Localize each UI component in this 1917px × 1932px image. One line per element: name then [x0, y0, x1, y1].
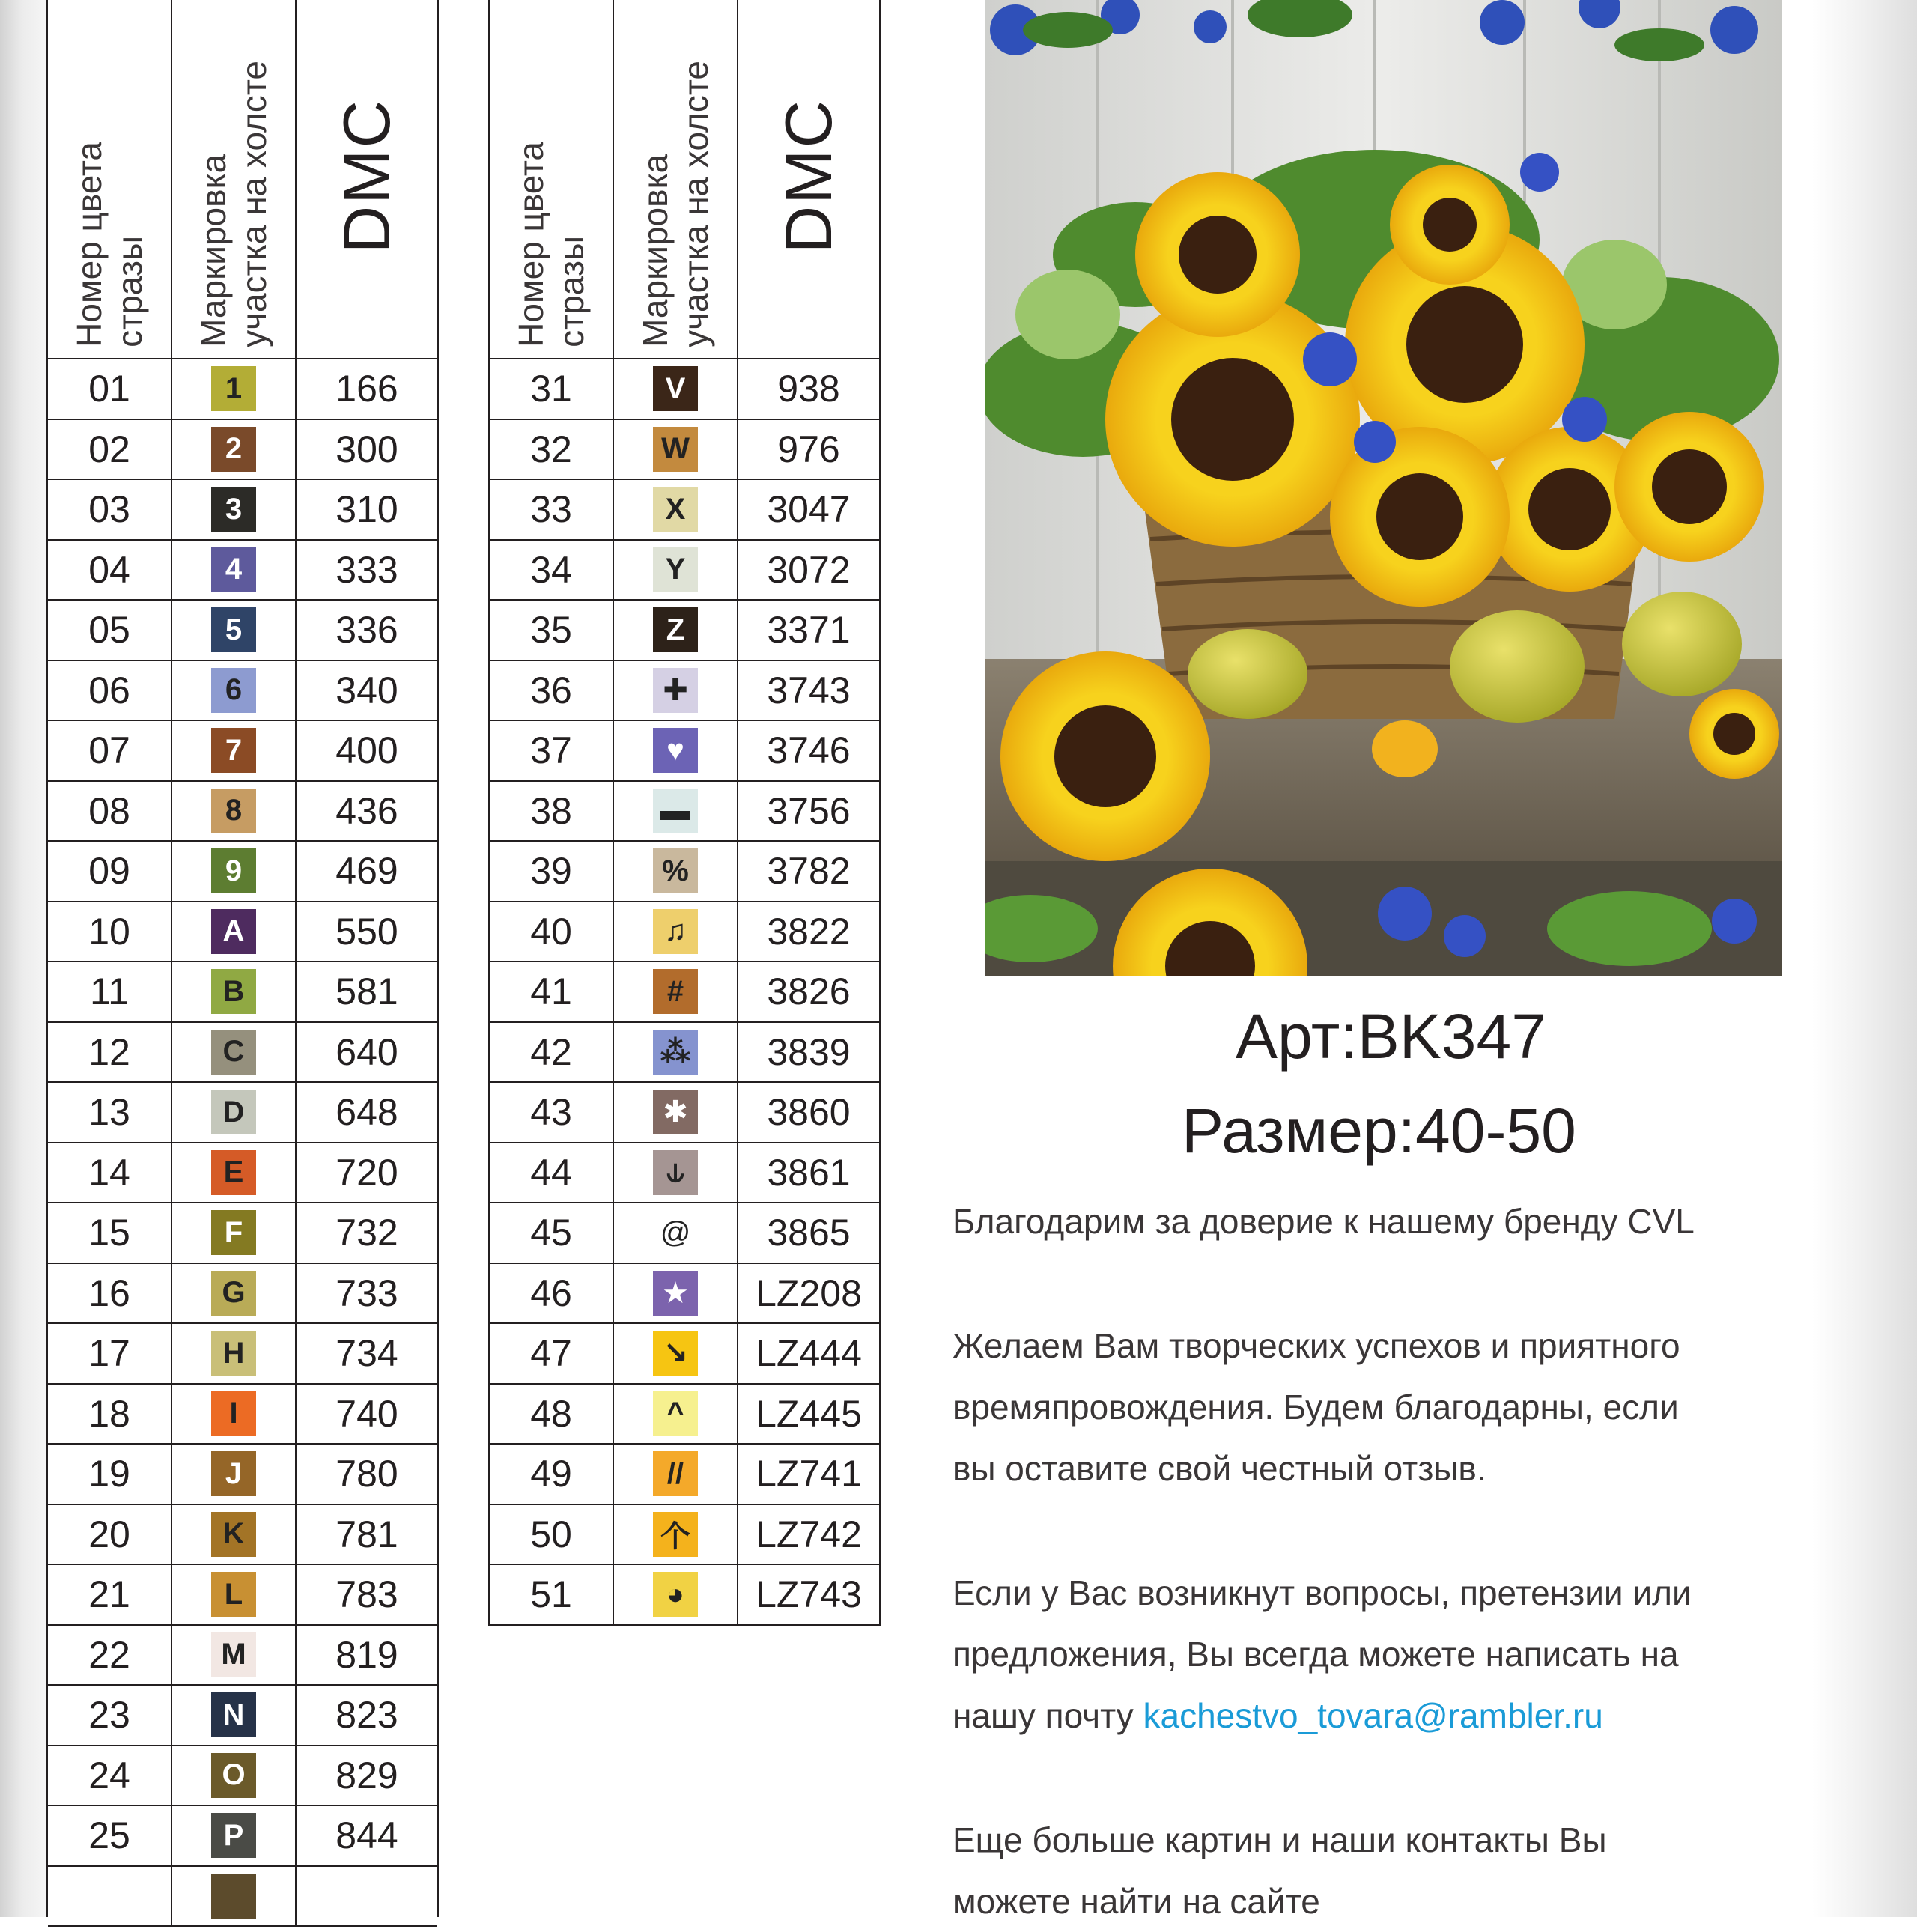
- table-row: [48, 1746, 437, 1807]
- contact-paragraph: Если у Вас возникнут вопросы, претензии или предложения, Вы всегда можете написать на нашу почту kachestvo_tovara@rambler.ru: [953, 1573, 1692, 1735]
- marking-cell: [172, 1686, 297, 1745]
- table-row: [490, 359, 879, 420]
- color-number: 47: [490, 1324, 614, 1383]
- table-row: [48, 1264, 437, 1325]
- table-header: [48, 0, 437, 359]
- marking-cell: [614, 1203, 738, 1263]
- table-row: [490, 1083, 879, 1143]
- color-swatch: L: [211, 1572, 256, 1617]
- color-swatch: ✱: [653, 1090, 698, 1134]
- color-swatch: G: [211, 1271, 256, 1316]
- dmc-code: 733: [335, 1272, 398, 1314]
- color-number: 48: [490, 1385, 614, 1444]
- marking-cell: [172, 1083, 297, 1142]
- color-swatch: ⫝: [653, 1150, 698, 1195]
- color-swatch: K: [211, 1512, 256, 1557]
- marking-cell: [172, 359, 297, 419]
- color-number: 12: [48, 1023, 172, 1082]
- table-row: [48, 782, 437, 842]
- table-body: [48, 359, 437, 1927]
- table-row: [490, 1324, 879, 1385]
- dmc-code: 3743: [767, 669, 851, 711]
- marking-cell: [172, 601, 297, 660]
- header-dmc: DMC: [329, 98, 404, 253]
- dmc-code: 340: [335, 669, 398, 711]
- color-number: 23: [48, 1686, 172, 1745]
- color-number: 06: [48, 661, 172, 720]
- color-number: 21: [48, 1565, 172, 1624]
- marking-cell: [172, 480, 297, 539]
- color-number: 32: [490, 420, 614, 479]
- color-swatch: //: [653, 1451, 698, 1496]
- color-number: 46: [490, 1264, 614, 1323]
- color-swatch: 4: [211, 547, 256, 592]
- dmc-code: 3756: [767, 789, 851, 832]
- table-row: [490, 962, 879, 1023]
- dmc-code: 550: [335, 910, 398, 953]
- color-swatch: 1: [211, 366, 256, 411]
- color-swatch: Z: [653, 607, 698, 652]
- table-row: [48, 541, 437, 601]
- color-swatch: ♥: [653, 728, 698, 773]
- dmc-code: 3861: [767, 1151, 851, 1194]
- table-row: [48, 1445, 437, 1505]
- marking-cell: [614, 661, 738, 720]
- color-swatch: Y: [653, 547, 698, 592]
- dmc-code: 3860: [767, 1091, 851, 1134]
- dmc-code: 734: [335, 1332, 398, 1375]
- color-swatch: [211, 1874, 256, 1919]
- color-swatch: ★: [653, 1271, 698, 1316]
- color-number: 49: [490, 1445, 614, 1504]
- marking-cell: [172, 1565, 297, 1624]
- table-row: [48, 902, 437, 963]
- header-marking: Маркировка участка на холсте: [194, 61, 273, 347]
- dmc-code: 3072: [767, 548, 851, 591]
- dmc-code: 938: [777, 368, 840, 410]
- color-number: 25: [48, 1806, 172, 1865]
- color-swatch: 9: [211, 848, 256, 893]
- dmc-code: 436: [335, 789, 398, 832]
- table-body: [490, 359, 879, 1626]
- color-swatch: H: [211, 1331, 256, 1376]
- marking-cell: [172, 782, 297, 841]
- color-number: 18: [48, 1385, 172, 1444]
- thanks-text: Благодарим за доверие к нашему бренду CVL: [953, 1202, 1695, 1241]
- dmc-code: 781: [335, 1513, 398, 1555]
- color-table-left: [46, 0, 439, 1917]
- color-swatch: ♫: [653, 909, 698, 954]
- color-swatch: 2: [211, 427, 256, 472]
- color-swatch: D: [211, 1090, 256, 1134]
- color-number: 42: [490, 1023, 614, 1082]
- color-swatch: ✚: [653, 668, 698, 713]
- dmc-code: 469: [335, 850, 398, 893]
- color-number: 35: [490, 601, 614, 660]
- color-number: 08: [48, 782, 172, 841]
- dmc-code: 740: [335, 1392, 398, 1435]
- table-row: [48, 480, 437, 541]
- dmc-code: 300: [335, 428, 398, 470]
- marking-cell: [614, 1143, 738, 1203]
- color-swatch: ◕: [653, 1572, 698, 1617]
- dmc-code: LZ445: [756, 1392, 862, 1435]
- table-row: [48, 1505, 437, 1566]
- color-number: 43: [490, 1083, 614, 1142]
- table-row: [48, 601, 437, 661]
- table-row: [48, 842, 437, 902]
- dmc-code: 640: [335, 1030, 398, 1073]
- color-number: 19: [48, 1445, 172, 1504]
- color-number: 45: [490, 1203, 614, 1263]
- marking-cell: [614, 902, 738, 962]
- marking-cell: [614, 541, 738, 600]
- dmc-code: 648: [335, 1091, 398, 1134]
- dmc-code: 333: [335, 548, 398, 591]
- color-swatch: 8: [211, 789, 256, 833]
- marking-cell: [172, 842, 297, 901]
- dmc-code: 3865: [767, 1212, 851, 1254]
- color-number: 02: [48, 420, 172, 479]
- header-marking: Маркировка участка на холсте: [636, 61, 715, 347]
- color-swatch: F: [211, 1210, 256, 1255]
- table-row: [490, 420, 879, 481]
- color-swatch: 3: [211, 487, 256, 532]
- color-swatch: @: [653, 1210, 698, 1255]
- marking-cell: [172, 902, 297, 962]
- color-number: 13: [48, 1083, 172, 1142]
- marking-cell: [172, 1626, 297, 1685]
- table-row: [490, 1023, 879, 1084]
- sunflower-basket-illustration: [985, 0, 1782, 976]
- table-row: [490, 782, 879, 842]
- dmc-code: 400: [335, 729, 398, 772]
- color-number: 05: [48, 601, 172, 660]
- article-number: Арт:BK347: [1236, 1001, 1546, 1072]
- table-row: [48, 1565, 437, 1626]
- color-swatch: B: [211, 969, 256, 1014]
- color-swatch: X: [653, 487, 698, 532]
- color-swatch: ↘: [653, 1331, 698, 1376]
- color-swatch: ^: [653, 1391, 698, 1436]
- table-row: [490, 1203, 879, 1264]
- canvas-size: Размер:40-50: [1182, 1096, 1576, 1166]
- color-swatch: C: [211, 1030, 256, 1075]
- table-row: [48, 1324, 437, 1385]
- table-row: [48, 721, 437, 782]
- dmc-code: 3826: [767, 970, 851, 1013]
- dmc-code: 581: [335, 970, 398, 1013]
- header-dmc: DMC: [771, 98, 845, 253]
- table-row: [48, 1023, 437, 1084]
- dmc-code: 3371: [767, 609, 851, 651]
- marking-cell: [614, 1445, 738, 1504]
- color-swatch: E: [211, 1150, 256, 1195]
- color-number: 16: [48, 1264, 172, 1323]
- marking-cell: [172, 721, 297, 780]
- color-swatch: 个: [653, 1512, 698, 1557]
- marking-cell: [614, 1083, 738, 1142]
- dmc-code: 336: [335, 609, 398, 651]
- marking-cell: [614, 1505, 738, 1564]
- color-number: 40: [490, 902, 614, 962]
- marking-cell: [614, 1264, 738, 1323]
- color-number: 44: [490, 1143, 614, 1203]
- table-row: [48, 359, 437, 420]
- marking-cell: [172, 1324, 297, 1383]
- marking-cell: [614, 1324, 738, 1383]
- dmc-code: [297, 1867, 437, 1926]
- table-row: [490, 1505, 879, 1566]
- table-row: [490, 902, 879, 963]
- color-swatch: 7: [211, 728, 256, 773]
- marking-cell: [172, 541, 297, 600]
- marking-cell: [614, 782, 738, 841]
- marking-cell: [172, 962, 297, 1021]
- dmc-code: 310: [335, 488, 398, 531]
- dmc-code: 819: [335, 1633, 398, 1676]
- color-swatch: N: [211, 1692, 256, 1737]
- table-row: [490, 1445, 879, 1505]
- dmc-code: 976: [777, 428, 840, 470]
- table-row: [490, 480, 879, 541]
- marking-cell: [172, 1806, 297, 1865]
- table-row: [490, 1143, 879, 1204]
- color-swatch: A: [211, 909, 256, 954]
- color-swatch: #: [653, 969, 698, 1014]
- table-row: [48, 1867, 437, 1928]
- table-row: [490, 721, 879, 782]
- color-number: 04: [48, 541, 172, 600]
- color-number: 09: [48, 842, 172, 901]
- marking-cell: [172, 1023, 297, 1082]
- header-color-number: Номер цвета стразы: [511, 142, 591, 347]
- dmc-code: 3047: [767, 488, 851, 531]
- marking-cell: [172, 1505, 297, 1564]
- marking-cell: [172, 1264, 297, 1323]
- table-row: [48, 1143, 437, 1204]
- marking-cell: [614, 721, 738, 780]
- table-row: [48, 1626, 437, 1686]
- table-row: [48, 1385, 437, 1445]
- marking-cell: [614, 420, 738, 479]
- product-image-sunflowers: [985, 0, 1782, 976]
- dmc-code: 783: [335, 1573, 398, 1616]
- color-swatch: O: [211, 1753, 256, 1798]
- dmc-code: 823: [335, 1694, 398, 1737]
- color-number: 51: [490, 1565, 614, 1624]
- marking-cell: [614, 601, 738, 660]
- table-row: [490, 601, 879, 661]
- dmc-code: 732: [335, 1212, 398, 1254]
- color-number: [48, 1867, 172, 1926]
- color-table-right: [488, 0, 881, 1626]
- dmc-code: LZ444: [756, 1332, 862, 1375]
- marking-cell: [172, 1385, 297, 1444]
- website-paragraph: Еще больше картин и наши контакты Вы можете найти на сайте: [953, 1820, 1607, 1921]
- table-row: [48, 1806, 437, 1867]
- marking-cell: [614, 1023, 738, 1082]
- marking-cell: [172, 1445, 297, 1504]
- color-number: 24: [48, 1746, 172, 1805]
- color-number: 07: [48, 721, 172, 780]
- dmc-code: 3746: [767, 729, 851, 772]
- color-number: 41: [490, 962, 614, 1021]
- wishes-paragraph: Желаем Вам творческих успехов и приятного времяпровождения. Будем благодарны, если вы оставите свой честный отзыв.: [953, 1326, 1680, 1488]
- dmc-code: LZ743: [756, 1573, 862, 1616]
- color-swatch: I: [211, 1391, 256, 1436]
- marking-cell: [172, 420, 297, 479]
- color-swatch: ▬: [653, 789, 698, 833]
- color-number: 38: [490, 782, 614, 841]
- table-row: [48, 1203, 437, 1264]
- table-row: [48, 661, 437, 722]
- dmc-code: 3839: [767, 1030, 851, 1073]
- color-number: 31: [490, 359, 614, 419]
- marking-cell: [614, 842, 738, 901]
- dmc-code: 3822: [767, 910, 851, 953]
- dmc-code: 720: [335, 1151, 398, 1194]
- marking-cell: [172, 661, 297, 720]
- dmc-code: 3782: [767, 850, 851, 893]
- dmc-code: 829: [335, 1754, 398, 1796]
- dmc-code: LZ208: [756, 1272, 862, 1314]
- dmc-code: 844: [335, 1814, 398, 1857]
- marking-cell: [172, 1143, 297, 1203]
- table-row: [490, 541, 879, 601]
- color-swatch: ⁂: [653, 1030, 698, 1075]
- color-swatch: M: [211, 1632, 256, 1677]
- marking-cell: [614, 480, 738, 539]
- color-swatch: W: [653, 427, 698, 472]
- marking-cell: [172, 1867, 297, 1926]
- color-swatch: V: [653, 366, 698, 411]
- marking-cell: [614, 962, 738, 1021]
- color-swatch: J: [211, 1451, 256, 1496]
- marking-cell: [172, 1746, 297, 1805]
- header-color-number: Номер цвета стразы: [70, 142, 149, 347]
- marking-cell: [614, 1385, 738, 1444]
- dmc-code: 166: [335, 368, 398, 410]
- table-row: [48, 420, 437, 481]
- marking-cell: [614, 359, 738, 419]
- color-swatch: P: [211, 1813, 256, 1858]
- color-number: 11: [48, 962, 172, 1021]
- color-number: 50: [490, 1505, 614, 1564]
- color-number: 03: [48, 480, 172, 539]
- color-number: 33: [490, 480, 614, 539]
- table-row: [490, 842, 879, 902]
- color-number: 15: [48, 1203, 172, 1263]
- table-row: [490, 1264, 879, 1325]
- color-swatch: %: [653, 848, 698, 893]
- color-swatch: 5: [211, 607, 256, 652]
- color-number: 34: [490, 541, 614, 600]
- table-row: [48, 1083, 437, 1143]
- table-row: [48, 962, 437, 1023]
- email-link[interactable]: kachestvo_tovara@rambler.ru: [1143, 1696, 1603, 1735]
- marking-cell: [614, 1565, 738, 1624]
- color-number: 17: [48, 1324, 172, 1383]
- color-number: 20: [48, 1505, 172, 1564]
- marking-cell: [172, 1203, 297, 1263]
- table-header: [490, 0, 879, 359]
- table-row: [490, 1565, 879, 1626]
- color-number: 36: [490, 661, 614, 720]
- dmc-code: LZ741: [756, 1453, 862, 1495]
- color-number: 01: [48, 359, 172, 419]
- color-number: 10: [48, 902, 172, 962]
- dmc-code: 780: [335, 1453, 398, 1495]
- color-number: 14: [48, 1143, 172, 1203]
- table-row: [48, 1686, 437, 1746]
- color-swatch: 6: [211, 668, 256, 713]
- table-row: [490, 661, 879, 722]
- color-number: 39: [490, 842, 614, 901]
- table-row: [490, 1385, 879, 1445]
- color-number: 37: [490, 721, 614, 780]
- dmc-code: LZ742: [756, 1513, 862, 1555]
- color-number: 22: [48, 1626, 172, 1685]
